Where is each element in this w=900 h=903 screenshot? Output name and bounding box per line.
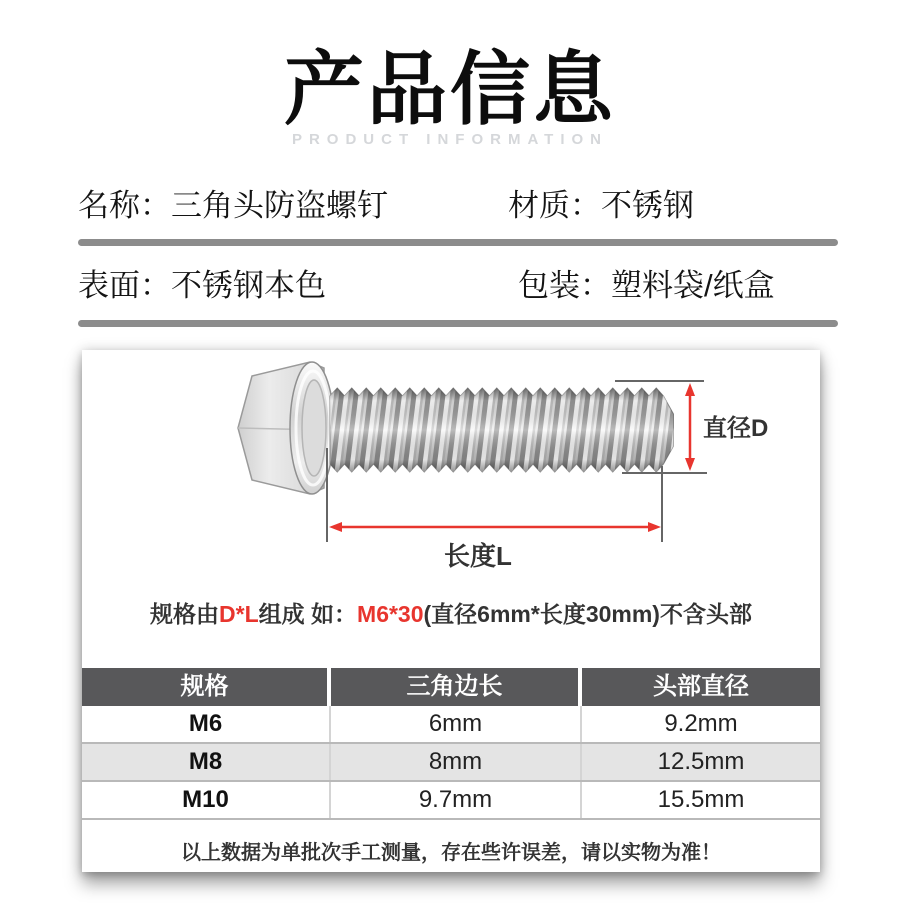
attr-surface-value: 不锈钢本色 — [171, 268, 326, 303]
header-cell-head-diameter: 头部直径 — [653, 673, 749, 700]
diameter-dim-label: 直径D — [703, 415, 769, 442]
page-subtitle: PRODUCT INFORMATION — [291, 131, 609, 148]
diameter-arrow — [685, 383, 695, 471]
cell-spec: M6 — [82, 706, 331, 742]
attr-name — [78, 184, 388, 228]
divider-bar — [78, 239, 838, 246]
spec-note-middle: 组成 如： — [258, 601, 358, 627]
spec-note-example: M6*30 — [357, 601, 424, 627]
attr-surface-label: 表面： — [78, 268, 171, 303]
attr-packaging — [518, 264, 775, 308]
attr-name-value: 三角头防盗螺钉 — [171, 188, 388, 223]
table-row-m6 — [82, 706, 820, 744]
length-dim-label: 长度L — [444, 541, 512, 571]
table-row-m8 — [82, 744, 820, 782]
cell-side-length: 8mm — [331, 744, 582, 780]
attr-material-value: 不锈钢 — [601, 188, 694, 223]
page-title: 产品信息 — [284, 45, 616, 134]
attr-surface — [78, 264, 326, 308]
spec-table — [82, 668, 820, 820]
header-cell-spec: 规格 — [82, 668, 331, 706]
attr-row-1 — [78, 184, 838, 228]
divider-bar — [78, 320, 838, 327]
attr-row-2 — [78, 264, 838, 308]
cell-head-diameter: 15.5mm — [657, 786, 745, 813]
cell-side-length: 6mm — [331, 706, 582, 742]
cell-side-length: 9.7mm — [331, 782, 582, 818]
cell-head-diameter: 12.5mm — [657, 748, 745, 775]
spec-note — [82, 596, 820, 629]
table-row-m10 — [82, 782, 820, 820]
attr-packaging-value: 塑料袋/纸盒 — [611, 268, 775, 303]
attr-name-label: 名称： — [78, 188, 171, 223]
header-cell-side-length: 三角边长 — [331, 668, 582, 706]
attr-material-label: 材质： — [508, 188, 601, 223]
table-footnote: 以上数据为单批次手工测量，存在些许误差，请以实物为准！ — [181, 842, 721, 864]
cell-spec: M8 — [82, 744, 331, 780]
table-header-row — [82, 668, 820, 706]
spec-note-suffix: (直径6mm*长度30mm)不含头部 — [423, 601, 752, 627]
attr-material — [508, 184, 694, 228]
length-arrow — [329, 522, 661, 532]
spec-note-formula: D*L — [219, 601, 259, 627]
cell-head-diameter: 9.2mm — [664, 710, 738, 737]
cell-spec: M10 — [82, 782, 331, 818]
spec-note-prefix: 规格由 — [150, 601, 220, 627]
product-card — [82, 350, 820, 872]
attr-packaging-label: 包装： — [518, 268, 611, 303]
